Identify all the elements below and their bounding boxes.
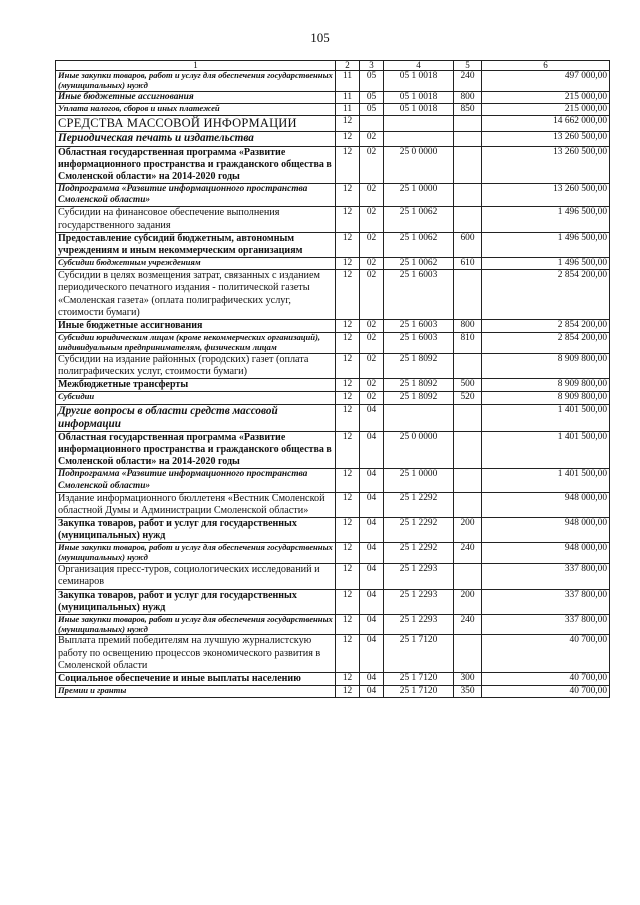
expense-type-cell: 500: [454, 379, 482, 392]
table-row: [56, 543, 610, 564]
subsection-code-cell: 04: [360, 564, 384, 589]
subsection-code-cell: 02: [360, 270, 384, 320]
expense-type-cell: 850: [454, 104, 482, 116]
subsection-code-cell: 04: [360, 518, 384, 543]
item-name-cell: Иные закупки товаров, работ и услуг для обеспечения государственных (муниципальных) нужд: [56, 71, 336, 92]
amount-cell: 497 000,00: [482, 71, 610, 92]
table-row: [56, 589, 610, 614]
amount-cell: 1 496 500,00: [482, 257, 610, 269]
table-header-row: [56, 61, 610, 71]
expense-type-cell: 200: [454, 589, 482, 614]
section-code-cell: 12: [336, 320, 360, 333]
amount-cell: 8 909 800,00: [482, 379, 610, 392]
expense-type-cell: [454, 564, 482, 589]
amount-cell: 1 401 500,00: [482, 404, 610, 432]
item-name-cell: Подпрограмма «Развитие информационного пространства Смоленской области»: [56, 183, 336, 207]
target-article-cell: 25 1 8092: [384, 353, 454, 378]
item-name-cell: Социальное обеспечение и иные выплаты населению: [56, 673, 336, 686]
item-name-cell: Субсидии в целях возмещения затрат, связанных с изданием периодического печатного издания - политической газеты «Смоленская газета» (оплата полиграфических услуг, стоимости бумаги): [56, 270, 336, 320]
table-row: [56, 333, 610, 354]
subsection-code-cell: 04: [360, 686, 384, 698]
item-name-cell: Уплата налогов, сборов и иных платежей: [56, 104, 336, 116]
target-article-cell: [384, 116, 454, 132]
expense-type-cell: [454, 183, 482, 207]
target-article-cell: 25 1 2293: [384, 614, 454, 635]
expense-type-cell: [454, 270, 482, 320]
item-name-cell: Субсидии юридическим лицам (кроме некоммерческих организаций), индивидуальным предпринимателям, физическим лицам: [56, 333, 336, 354]
item-name-cell: Иные бюджетные ассигнования: [56, 91, 336, 103]
expense-type-cell: [454, 116, 482, 132]
column-header: 2: [336, 61, 360, 71]
subsection-code-cell: 02: [360, 353, 384, 378]
table-row: [56, 270, 610, 320]
subsection-code-cell: 02: [360, 320, 384, 333]
section-code-cell: 12: [336, 518, 360, 543]
expense-type-cell: [454, 635, 482, 673]
item-name-cell: Иные закупки товаров, работ и услуг для обеспечения государственных (муниципальных) нужд: [56, 614, 336, 635]
section-code-cell: 12: [336, 404, 360, 432]
target-article-cell: 05 1 0018: [384, 104, 454, 116]
subsection-code-cell: 04: [360, 589, 384, 614]
expense-type-cell: [454, 404, 482, 432]
section-code-cell: 11: [336, 71, 360, 92]
expense-type-cell: 800: [454, 91, 482, 103]
amount-cell: 8 909 800,00: [482, 392, 610, 404]
target-article-cell: 25 1 7120: [384, 686, 454, 698]
expense-type-cell: 600: [454, 232, 482, 257]
expense-type-cell: 350: [454, 686, 482, 698]
subsection-code-cell: 02: [360, 207, 384, 232]
expense-type-cell: 240: [454, 71, 482, 92]
subsection-code-cell: 02: [360, 146, 384, 183]
table-row: [56, 432, 610, 469]
section-code-cell: 12: [336, 132, 360, 146]
table-row: [56, 146, 610, 183]
amount-cell: 2 854 200,00: [482, 270, 610, 320]
target-article-cell: [384, 132, 454, 146]
table-row: [56, 635, 610, 673]
table-row: [56, 518, 610, 543]
amount-cell: 1 496 500,00: [482, 232, 610, 257]
section-code-cell: 12: [336, 257, 360, 269]
target-article-cell: 25 1 2292: [384, 492, 454, 517]
table-body: [56, 71, 610, 698]
table-row: [56, 232, 610, 257]
table-row: [56, 132, 610, 146]
table-row: [56, 71, 610, 92]
amount-cell: 40 700,00: [482, 673, 610, 686]
target-article-cell: 05 1 0018: [384, 71, 454, 92]
target-article-cell: 25 1 0062: [384, 232, 454, 257]
target-article-cell: 25 1 7120: [384, 635, 454, 673]
amount-cell: 337 800,00: [482, 614, 610, 635]
section-code-cell: 12: [336, 116, 360, 132]
table-row: [56, 320, 610, 333]
item-name-cell: Иные закупки товаров, работ и услуг для обеспечения государственных (муниципальных) нужд: [56, 543, 336, 564]
item-name-cell: Издание информационного бюллетеня «Вестник Смоленской областной Думы и Администрации Смоленской области»: [56, 492, 336, 517]
section-code-cell: 12: [336, 686, 360, 698]
target-article-cell: 25 1 0062: [384, 257, 454, 269]
amount-cell: 215 000,00: [482, 91, 610, 103]
expense-type-cell: 200: [454, 518, 482, 543]
page-number: 105: [310, 30, 330, 45]
target-article-cell: 25 1 0062: [384, 207, 454, 232]
item-name-cell: Периодическая печать и издательства: [56, 132, 336, 146]
subsection-code-cell: 04: [360, 492, 384, 517]
table-row: [56, 686, 610, 698]
section-code-cell: 12: [336, 589, 360, 614]
item-name-cell: Межбюджетные трансферты: [56, 379, 336, 392]
subsection-code-cell: 02: [360, 183, 384, 207]
section-code-cell: 12: [336, 207, 360, 232]
subsection-code-cell: 05: [360, 104, 384, 116]
table-row: [56, 257, 610, 269]
amount-cell: 948 000,00: [482, 492, 610, 517]
table-row: [56, 564, 610, 589]
section-code-cell: 12: [336, 270, 360, 320]
expense-type-cell: 240: [454, 614, 482, 635]
amount-cell: 2 854 200,00: [482, 333, 610, 354]
subsection-code-cell: 04: [360, 673, 384, 686]
amount-cell: 948 000,00: [482, 543, 610, 564]
subsection-code-cell: 05: [360, 91, 384, 103]
subsection-code-cell: 02: [360, 257, 384, 269]
subsection-code-cell: 04: [360, 543, 384, 564]
column-header: 3: [360, 61, 384, 71]
item-name-cell: Предоставление субсидий бюджетным, автономным учреждениям и иным некоммерческим организациям: [56, 232, 336, 257]
item-name-cell: Субсидии на финансовое обеспечение выполнения государственного задания: [56, 207, 336, 232]
column-header: 6: [482, 61, 610, 71]
item-name-cell: Закупка товаров, работ и услуг для государственных (муниципальных) нужд: [56, 518, 336, 543]
target-article-cell: 05 1 0018: [384, 91, 454, 103]
target-article-cell: 25 0 0000: [384, 432, 454, 469]
amount-cell: 40 700,00: [482, 686, 610, 698]
column-header: 1: [56, 61, 336, 71]
amount-cell: 14 662 000,00: [482, 116, 610, 132]
amount-cell: 337 800,00: [482, 564, 610, 589]
target-article-cell: 25 1 7120: [384, 673, 454, 686]
target-article-cell: 25 1 6003: [384, 333, 454, 354]
target-article-cell: 25 1 0000: [384, 183, 454, 207]
item-name-cell: СРЕДСТВА МАССОВОЙ ИНФОРМАЦИИ: [56, 116, 336, 132]
target-article-cell: [384, 404, 454, 432]
target-article-cell: 25 1 2292: [384, 518, 454, 543]
subsection-code-cell: 02: [360, 379, 384, 392]
target-article-cell: 25 0 0000: [384, 146, 454, 183]
expense-type-cell: [454, 207, 482, 232]
subsection-code-cell: 04: [360, 404, 384, 432]
expense-type-cell: [454, 432, 482, 469]
amount-cell: 8 909 800,00: [482, 353, 610, 378]
amount-cell: 1 401 500,00: [482, 432, 610, 469]
table-row: [56, 392, 610, 404]
subsection-code-cell: [360, 116, 384, 132]
amount-cell: 948 000,00: [482, 518, 610, 543]
expense-type-cell: 800: [454, 320, 482, 333]
subsection-code-cell: 02: [360, 333, 384, 354]
item-name-cell: Премии и гранты: [56, 686, 336, 698]
item-name-cell: Другие вопросы в области средств массовой информации: [56, 404, 336, 432]
section-code-cell: 12: [336, 543, 360, 564]
target-article-cell: 25 1 2293: [384, 589, 454, 614]
subsection-code-cell: 04: [360, 432, 384, 469]
expense-type-cell: [454, 353, 482, 378]
section-code-cell: 12: [336, 469, 360, 493]
subsection-code-cell: 04: [360, 469, 384, 493]
item-name-cell: Областная государственная программа «Развитие информационного пространства и гражданского общества в Смоленской области» на 2014-2020 годы: [56, 432, 336, 469]
section-code-cell: 12: [336, 392, 360, 404]
table-row: [56, 379, 610, 392]
section-code-cell: 12: [336, 492, 360, 517]
table-row: [56, 404, 610, 432]
subsection-code-cell: 02: [360, 132, 384, 146]
table-row: [56, 673, 610, 686]
item-name-cell: Выплата премий победителям на лучшую журналистскую работу по освещению процессов экономического развития в Смоленской области: [56, 635, 336, 673]
table-row: [56, 614, 610, 635]
subsection-code-cell: 02: [360, 232, 384, 257]
table-row: [56, 207, 610, 232]
table-row: [56, 353, 610, 378]
table-row: [56, 469, 610, 493]
amount-cell: 40 700,00: [482, 635, 610, 673]
item-name-cell: Субсидии: [56, 392, 336, 404]
target-article-cell: 25 1 6003: [384, 320, 454, 333]
section-code-cell: 12: [336, 673, 360, 686]
column-header: 5: [454, 61, 482, 71]
amount-cell: 337 800,00: [482, 589, 610, 614]
amount-cell: 13 260 500,00: [482, 183, 610, 207]
table-row: [56, 91, 610, 103]
subsection-code-cell: 04: [360, 635, 384, 673]
subsection-code-cell: 04: [360, 614, 384, 635]
item-name-cell: Организация пресс-туров, социологических исследований и семинаров: [56, 564, 336, 589]
section-code-cell: 12: [336, 146, 360, 183]
section-code-cell: 12: [336, 183, 360, 207]
column-header: 4: [384, 61, 454, 71]
subsection-code-cell: 02: [360, 392, 384, 404]
expense-type-cell: 610: [454, 257, 482, 269]
item-name-cell: Подпрограмма «Развитие информационного пространства Смоленской области»: [56, 469, 336, 493]
table-row: [56, 116, 610, 132]
item-name-cell: Субсидии бюджетным учреждениям: [56, 257, 336, 269]
amount-cell: 13 260 500,00: [482, 146, 610, 183]
amount-cell: 2 854 200,00: [482, 320, 610, 333]
target-article-cell: 25 1 8092: [384, 392, 454, 404]
section-code-cell: 11: [336, 91, 360, 103]
target-article-cell: 25 1 2292: [384, 543, 454, 564]
table-row: [56, 183, 610, 207]
subsection-code-cell: 05: [360, 71, 384, 92]
target-article-cell: 25 1 8092: [384, 379, 454, 392]
section-code-cell: 12: [336, 353, 360, 378]
section-code-cell: 12: [336, 379, 360, 392]
expense-type-cell: [454, 146, 482, 183]
expense-type-cell: 240: [454, 543, 482, 564]
budget-table: [55, 60, 610, 698]
item-name-cell: Закупка товаров, работ и услуг для государственных (муниципальных) нужд: [56, 589, 336, 614]
amount-cell: 1 496 500,00: [482, 207, 610, 232]
target-article-cell: 25 1 6003: [384, 270, 454, 320]
amount-cell: 215 000,00: [482, 104, 610, 116]
expense-type-cell: 300: [454, 673, 482, 686]
expense-type-cell: [454, 469, 482, 493]
item-name-cell: Областная государственная программа «Развитие информационного пространства и гражданского общества в Смоленской области» на 2014-2020 годы: [56, 146, 336, 183]
expense-type-cell: 810: [454, 333, 482, 354]
item-name-cell: Иные бюджетные ассигнования: [56, 320, 336, 333]
section-code-cell: 12: [336, 432, 360, 469]
section-code-cell: 12: [336, 232, 360, 257]
amount-cell: 13 260 500,00: [482, 132, 610, 146]
expense-type-cell: [454, 492, 482, 517]
section-code-cell: 12: [336, 614, 360, 635]
table-row: [56, 104, 610, 116]
section-code-cell: 12: [336, 564, 360, 589]
amount-cell: 1 401 500,00: [482, 469, 610, 493]
expense-type-cell: 520: [454, 392, 482, 404]
target-article-cell: 25 1 0000: [384, 469, 454, 493]
table-row: [56, 492, 610, 517]
item-name-cell: Субсидии на издание районных (городских) газет (оплата полиграфических услуг, стоимости бумаги): [56, 353, 336, 378]
expense-type-cell: [454, 132, 482, 146]
section-code-cell: 12: [336, 333, 360, 354]
section-code-cell: 12: [336, 635, 360, 673]
section-code-cell: 11: [336, 104, 360, 116]
target-article-cell: 25 1 2293: [384, 564, 454, 589]
